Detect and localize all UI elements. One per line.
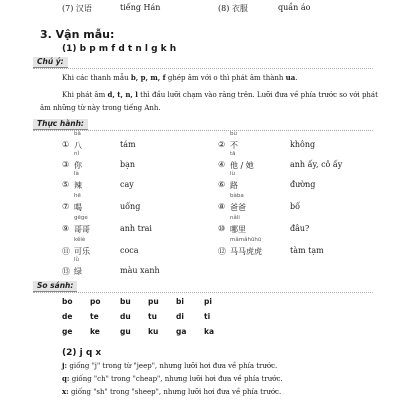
compare-cell: ka: [204, 327, 215, 336]
practice-pinyin: bù: [230, 131, 237, 137]
practice-hanzi: 辣: [74, 181, 82, 190]
practice-number: ⑬: [62, 267, 70, 276]
practice-pinyin: nǎli: [230, 215, 240, 221]
practice-pinyin: tā: [230, 151, 236, 157]
compare-cell: gu: [120, 327, 131, 336]
practice-meaning: bố: [290, 202, 301, 211]
practice-hanzi: 爸爸: [230, 203, 246, 212]
group2-title: (2) j q x: [62, 348, 102, 358]
section-title: 3. Vận mẫu:: [40, 28, 115, 41]
compare-cell: te: [90, 312, 99, 321]
practice-meaning: uống: [120, 202, 141, 211]
group2-line-x: x: giống "sh" trong "sheep", nhưng lưỡi hơi đưa về phía trước.: [62, 387, 282, 396]
practice-number: ⑤: [62, 180, 70, 189]
top-meaning-7: tiếng Hán: [120, 3, 161, 12]
practice-pinyin: lù: [230, 171, 236, 177]
practice-meaning: màu xanh: [120, 266, 160, 275]
compare-cell: du: [120, 312, 131, 321]
practice-pinyin: bàba: [230, 193, 244, 199]
practice-pinyin: hē: [74, 193, 81, 199]
compare-cell: tu: [148, 312, 157, 321]
practice-hanzi: 绿: [74, 267, 82, 276]
practice-tag: Thực hành:: [33, 119, 88, 130]
practice-divider: [33, 130, 373, 131]
group2-line-q: q: giống "ch" trong "cheap", nhưng lưỡi hơi đưa về phía trước.: [62, 374, 283, 383]
practice-pinyin: nǐ: [74, 151, 80, 157]
practice-meaning: anh ấy, cô ấy: [290, 160, 343, 169]
compare-cell: de: [62, 312, 73, 321]
practice-number: ⑥: [218, 180, 226, 189]
practice-meaning: không: [290, 140, 316, 149]
compare-cell: po: [90, 297, 101, 306]
compare-divider: [33, 292, 373, 293]
practice-pinyin: mǎmǎhūhū: [230, 237, 262, 243]
practice-pinyin: là: [74, 171, 79, 177]
practice-hanzi: 可乐: [74, 247, 90, 256]
practice-number: ①: [62, 140, 70, 149]
practice-hanzi: 八: [74, 141, 82, 150]
note-line-2: Khi phát âm d, t, n, l thì đầu lưỡi chạm vào răng trên. Lưỡi đưa về phía trước so với phát: [62, 90, 378, 99]
practice-hanzi: 哪里: [230, 225, 246, 234]
practice-hanzi: 哥哥: [74, 225, 90, 234]
practice-hanzi: 他 / 她: [230, 161, 254, 170]
compare-cell: ti: [204, 312, 211, 321]
practice-number: ⑧: [218, 202, 226, 211]
practice-hanzi: 你: [74, 161, 82, 170]
practice-meaning: coca: [120, 246, 139, 255]
note-line-1: Khi các thanh mẫu b, p, m, f ghép âm với o thì phát âm thành ua.: [62, 73, 298, 82]
top-meaning-8: quần áo: [278, 3, 311, 12]
practice-number: ③: [62, 160, 70, 169]
note-tag: Chú ý:: [33, 57, 68, 68]
practice-number: ⑦: [62, 202, 70, 211]
top-word-7: (7) 汉语: [62, 4, 92, 13]
practice-meaning: anh trai: [120, 224, 152, 233]
compare-tag: So sánh:: [33, 281, 77, 292]
practice-number: ⑩: [218, 224, 226, 233]
practice-meaning: tám: [120, 140, 136, 149]
practice-meaning: bạn: [120, 160, 136, 169]
practice-hanzi: 喝: [74, 203, 82, 212]
practice-pinyin: kělè: [74, 237, 86, 243]
practice-pinyin: bā: [74, 131, 81, 137]
practice-pinyin: gēge: [74, 215, 88, 221]
compare-cell: ku: [148, 327, 159, 336]
compare-cell: bu: [120, 297, 131, 306]
note-divider: [33, 68, 373, 69]
practice-meaning: cay: [120, 180, 134, 189]
compare-cell: pu: [148, 297, 159, 306]
compare-cell: ga: [176, 327, 187, 336]
practice-number: ②: [218, 140, 226, 149]
practice-meaning: đường: [290, 180, 316, 189]
practice-hanzi: 马马虎虎: [230, 247, 262, 256]
group1-title: (1) b p m f d t n l g k h: [62, 44, 177, 54]
practice-hanzi: 不: [230, 141, 238, 150]
practice-number: ⑫: [218, 247, 226, 256]
compare-cell: bi: [176, 297, 184, 306]
practice-meaning: đâu?: [290, 224, 310, 233]
practice-hanzi: 路: [230, 181, 238, 190]
note-line-3: âm những từ này trong tiếng Anh.: [40, 104, 161, 112]
practice-meaning: tàm tạm: [290, 246, 324, 255]
group2-line-j: j: giống "j" trong từ "jeep", nhưng lưỡi hơi đưa về phía trước.: [62, 361, 278, 370]
practice-pinyin: lǜ: [74, 257, 80, 263]
compare-cell: ge: [62, 327, 73, 336]
practice-number: ⑨: [62, 224, 70, 233]
practice-number: ⑪: [62, 247, 70, 256]
top-word-8: (8) 衣服: [218, 4, 248, 13]
practice-number: ④: [218, 160, 226, 169]
compare-cell: ke: [90, 327, 100, 336]
compare-cell: di: [176, 312, 184, 321]
compare-cell: pi: [204, 297, 212, 306]
compare-cell: bo: [62, 297, 73, 306]
